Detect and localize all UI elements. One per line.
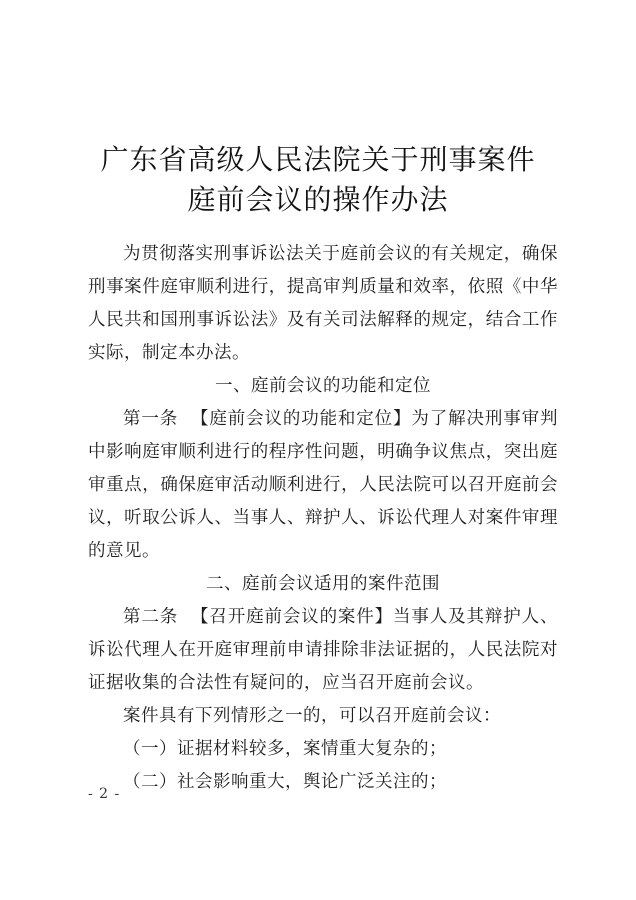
title-line-2: 庭前会议的操作办法 xyxy=(187,183,449,216)
section-heading-1: 一、庭前会议的功能和定位 xyxy=(215,376,431,396)
article-1-text: 为了解决刑事审判中影响庭审顺利进行的程序性问题，明确争议焦点，突出庭审重点，确保庭审活动顺利进行，人民法院可以召开庭前会议，听取公诉人、当事人、辩护人、诉讼代理人对案件审理的意见。 xyxy=(88,409,559,561)
page-number: - 2 - xyxy=(88,786,121,802)
title-line-1: 广东省高级人民法院关于刑事案件 xyxy=(100,143,536,176)
article-1-label: 第一条 xyxy=(123,409,179,429)
document-title xyxy=(0,140,636,220)
list-item-1: （一）证据材料较多，案情重大复杂的； xyxy=(123,739,447,759)
article-1 xyxy=(88,403,558,568)
article-2-text: 当事人及其辩护人、诉讼代理人在开庭审理前申请排除非法证据的，人民法院对证据收集的合法性有疑问的，应当召开庭前会议。 xyxy=(88,607,558,693)
article-1-title: 【庭前会议的功能和定位】 xyxy=(190,409,412,429)
preamble-paragraph: 为贯彻落实刑事诉讼法关于庭前会议的有关规定，确保刑事案件庭审顺利进行，提高审判质量和效率，依照《中华人民共和国刑事诉讼法》及有关司法解释的规定，结合工作实际，制定本办法。 xyxy=(88,244,558,363)
article-2 xyxy=(88,601,558,700)
article-2-title: 【召开庭前会议的案件】 xyxy=(190,607,394,627)
section-heading-2: 二、庭前会议适用的案件范围 xyxy=(206,574,440,594)
document-body xyxy=(88,238,558,799)
article-2-paragraph-2: 案件具有下列情形之一的，可以召开庭前会议： xyxy=(123,706,501,726)
list-item-2: （二）社会影响重大，舆论广泛关注的； xyxy=(123,772,447,792)
article-2-label: 第二条 xyxy=(123,607,179,627)
